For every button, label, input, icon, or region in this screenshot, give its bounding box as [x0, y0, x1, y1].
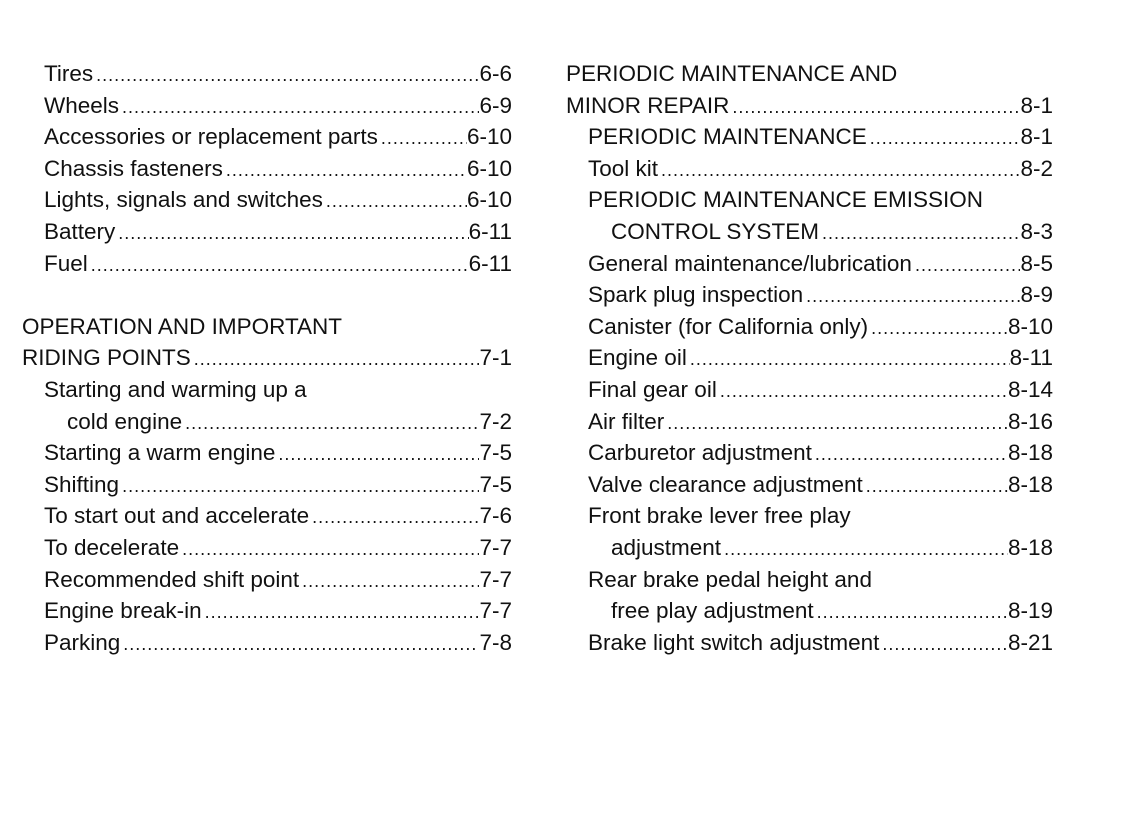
dot-leader	[879, 629, 1008, 659]
dot-leader	[912, 250, 1021, 280]
toc-label: PERIODIC MAINTENANCE EMISSION	[588, 187, 984, 213]
dot-leader	[309, 502, 479, 532]
toc-page-number: 6-10	[466, 187, 512, 213]
toc-label: To start out and accelerate	[44, 503, 310, 529]
toc-label: free play adjustment	[611, 598, 814, 624]
dot-leader	[119, 92, 479, 122]
toc-entry-lights-signals-and-switches[interactable]	[22, 184, 512, 216]
dot-leader	[863, 471, 1008, 501]
toc-label: PERIODIC MAINTENANCE AND	[566, 61, 898, 86]
toc-label: Lights, signals and switches	[44, 187, 323, 213]
toc-heading-rear-brake-pedal-height-and	[566, 564, 1053, 596]
toc-page-number: 8-18	[1007, 534, 1053, 560]
dot-leader	[867, 123, 1021, 153]
toc-entry-free-play-adjustment[interactable]	[566, 595, 1053, 627]
dot-leader	[814, 597, 1008, 627]
dot-leader	[819, 218, 1021, 248]
toc-label: Battery	[44, 218, 116, 244]
toc-label: Carburetor adjustment	[588, 440, 812, 466]
toc-label: Shifting	[44, 471, 120, 497]
dot-leader	[803, 281, 1020, 311]
toc-heading-front-brake-lever-free-play	[566, 500, 1053, 532]
toc-label: To decelerate	[44, 534, 180, 560]
toc-page-number: 8-18	[1007, 471, 1053, 497]
dot-leader	[223, 155, 467, 185]
toc-label: Engine oil	[588, 345, 687, 371]
toc-label: Starting and warming up a	[44, 376, 307, 402]
dot-leader	[378, 123, 467, 153]
toc-page-number: 6-11	[468, 218, 512, 244]
toc-heading-periodic-maintenance-and	[566, 58, 1053, 90]
toc-page-number: 7-5	[479, 440, 512, 466]
toc-entry-shifting[interactable]	[22, 469, 512, 501]
dot-leader	[729, 92, 1020, 122]
toc-entry-battery[interactable]	[22, 216, 512, 248]
toc-entry-control-system[interactable]	[566, 216, 1053, 248]
toc-label: MINOR REPAIR	[566, 92, 730, 118]
toc-page-number: 8-16	[1007, 408, 1053, 434]
toc-entry-tool-kit[interactable]	[566, 153, 1053, 185]
toc-label: Engine break-in	[44, 598, 202, 624]
toc-entry-riding-points[interactable]	[22, 342, 512, 374]
toc-label: RIDING POINTS	[22, 345, 191, 371]
toc-label: Accessories or replacement parts	[44, 124, 378, 150]
toc-page-number: 7-7	[479, 566, 512, 592]
toc-label: OPERATION AND IMPORTANT	[22, 313, 343, 339]
toc-label: Canister (for California only)	[588, 313, 869, 339]
toc-entry-accessories-or-replacement-parts[interactable]	[22, 121, 512, 153]
toc-page-number: 6-11	[468, 250, 512, 276]
toc-page-number: 7-7	[479, 534, 512, 560]
toc-entry-cold-engine[interactable]	[22, 406, 512, 438]
toc-entry-tires[interactable]	[22, 58, 512, 90]
toc-page-number: 7-8	[479, 629, 512, 655]
toc-label: Tool kit	[588, 155, 659, 181]
dot-leader	[88, 250, 469, 280]
toc-entry-final-gear-oil[interactable]	[566, 374, 1053, 406]
toc-label: Valve clearance adjustment	[588, 471, 863, 497]
dot-leader	[664, 408, 1008, 438]
toc-entry-valve-clearance-adjustment[interactable]	[566, 469, 1053, 501]
toc-label: Brake light switch adjustment	[588, 629, 880, 655]
toc-page-number: 7-5	[479, 471, 512, 497]
toc-page-number: 6-10	[466, 124, 512, 150]
toc-entry-adjustment[interactable]	[566, 532, 1053, 564]
toc-entry-carburetor-adjustment[interactable]	[566, 437, 1053, 469]
dot-leader	[120, 629, 479, 659]
dot-leader	[323, 186, 467, 216]
toc-label: Front brake lever free play	[588, 503, 851, 529]
toc-entry-wheels[interactable]	[22, 90, 512, 122]
toc-page-number: 8-1	[1020, 92, 1053, 118]
toc-label: Fuel	[44, 250, 88, 276]
toc-label: adjustment	[611, 534, 722, 560]
toc-label: cold engine	[67, 408, 183, 434]
toc-label: Parking	[44, 629, 121, 655]
toc-label: Tires	[44, 61, 94, 86]
toc-entry-minor-repair[interactable]	[566, 90, 1053, 122]
dot-leader	[687, 344, 1010, 374]
toc-entry-fuel[interactable]	[22, 248, 512, 280]
toc-label: Starting a warm engine	[44, 440, 276, 466]
toc-page-number: 7-2	[479, 408, 512, 434]
dot-leader	[717, 376, 1008, 406]
toc-page-number: 8-11	[1009, 345, 1053, 371]
toc-page-number: 8-14	[1007, 376, 1053, 402]
toc-page-number: 6-10	[466, 155, 512, 181]
toc-entry-spark-plug-inspection[interactable]	[566, 279, 1053, 311]
toc-page-number: 6-6	[479, 61, 512, 86]
toc-entry-to-start-out-and-accelerate[interactable]	[22, 500, 512, 532]
toc-left-column	[22, 58, 512, 658]
toc-entry-to-decelerate[interactable]	[22, 532, 512, 564]
toc-entry-chassis-fasteners[interactable]	[22, 153, 512, 185]
toc-label: Air filter	[588, 408, 665, 434]
dot-leader	[115, 218, 468, 248]
toc-entry-canister-for-california-only[interactable]	[566, 311, 1053, 343]
toc-entry-engine-break-in[interactable]	[22, 595, 512, 627]
toc-page-number: 8-18	[1007, 440, 1053, 466]
toc-entry-starting-a-warm-engine[interactable]	[22, 437, 512, 469]
dot-leader	[812, 439, 1008, 469]
toc-label: Spark plug inspection	[588, 282, 804, 308]
toc-page-number: 8-2	[1020, 155, 1053, 181]
dot-leader	[299, 566, 479, 596]
toc-heading-starting-and-warming-up-a	[22, 374, 512, 406]
dot-leader	[93, 60, 479, 90]
section-spacer	[22, 279, 512, 311]
toc-page-number: 8-5	[1020, 250, 1053, 276]
toc-page-number: 6-9	[479, 92, 512, 118]
toc-page-number: 8-19	[1007, 598, 1053, 624]
toc-heading-operation-and-important	[22, 311, 512, 343]
toc-label: PERIODIC MAINTENANCE	[588, 124, 867, 150]
dot-leader	[868, 313, 1008, 343]
toc-label: General maintenance/lubrication	[588, 250, 912, 276]
toc-page-number: 8-9	[1020, 282, 1053, 308]
toc-page-number: 7-1	[479, 345, 512, 371]
toc-page-number: 8-1	[1020, 124, 1053, 150]
toc-entry-parking[interactable]	[22, 627, 512, 659]
dot-leader	[179, 534, 479, 564]
toc-label: Recommended shift point	[44, 566, 300, 592]
toc-label: CONTROL SYSTEM	[611, 218, 819, 244]
toc-label: Wheels	[44, 92, 120, 118]
toc-page-number: 7-6	[479, 503, 512, 529]
toc-page-number: 8-3	[1020, 218, 1053, 244]
dot-leader	[182, 408, 479, 438]
dot-leader	[191, 344, 480, 374]
toc-entry-air-filter[interactable]	[566, 406, 1053, 438]
dot-leader	[658, 155, 1020, 185]
toc-page-number: 8-21	[1007, 629, 1053, 655]
toc-entry-periodic-maintenance[interactable]	[566, 121, 1053, 153]
toc-heading-periodic-maintenance-emission	[566, 184, 1053, 216]
dot-leader	[202, 597, 480, 627]
toc-entry-brake-light-switch-adjustment[interactable]	[566, 627, 1053, 659]
toc-entry-engine-oil[interactable]	[566, 342, 1053, 374]
toc-page-number: 8-10	[1007, 313, 1053, 339]
toc-entry-general-maintenance-lubrication[interactable]	[566, 248, 1053, 280]
dot-leader	[721, 534, 1008, 564]
toc-label: Rear brake pedal height and	[588, 566, 872, 592]
toc-entry-recommended-shift-point[interactable]	[22, 564, 512, 596]
toc-label: Final gear oil	[588, 376, 717, 402]
toc-page-number: 7-7	[479, 598, 512, 624]
toc-right-column	[566, 58, 1053, 658]
toc-label: Chassis fasteners	[44, 155, 223, 181]
dot-leader	[275, 439, 479, 469]
dot-leader	[119, 471, 479, 501]
